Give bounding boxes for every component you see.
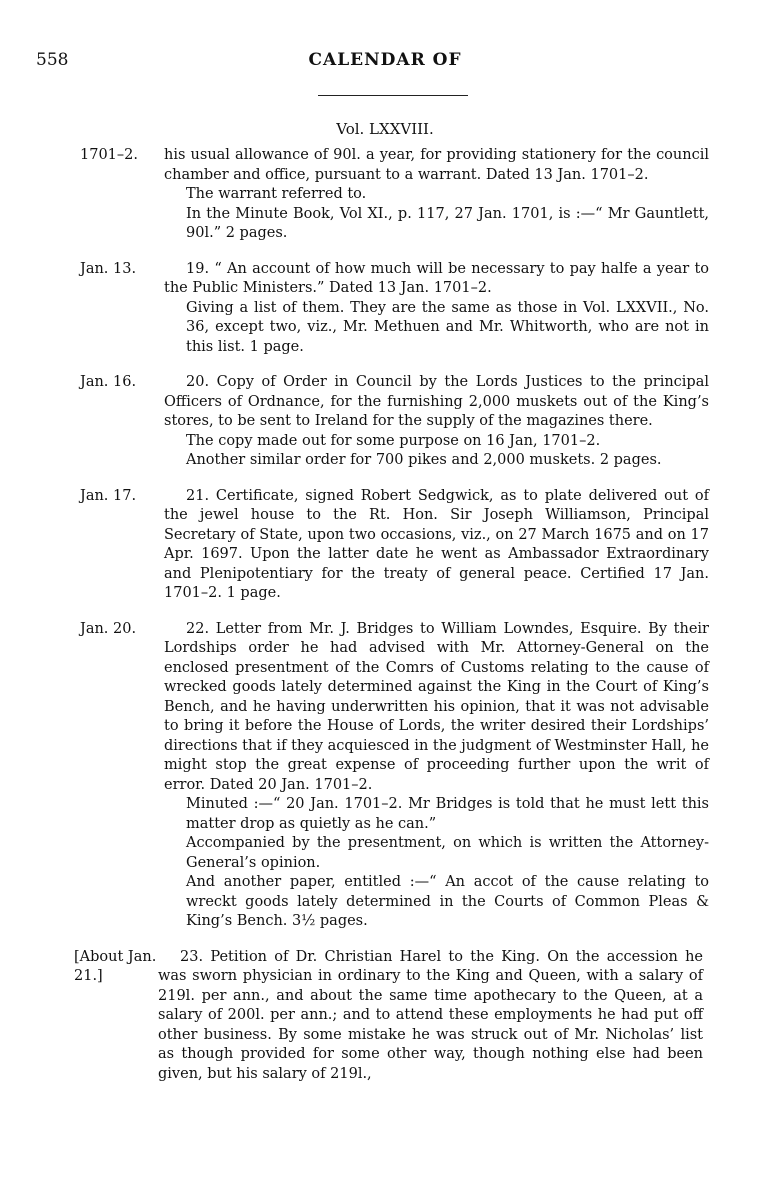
entry-paragraph: In the Minute Book, Vol XI., p. 117, 27 Jan. 1701, is :—“ Mr Gauntlett, 90l.” 2 pages. <box>186 205 709 241</box>
entry-date: Jan. 20. <box>80 620 137 637</box>
entry-text <box>164 620 709 932</box>
entry <box>0 948 770 1085</box>
entry-text <box>158 948 703 1085</box>
entry-text <box>164 373 709 471</box>
entry <box>0 373 770 471</box>
entry-date: Jan. 17. <box>80 487 137 504</box>
page-number: 558 <box>36 50 69 70</box>
entry <box>0 260 770 358</box>
entry-date: 1701–2. <box>80 147 138 163</box>
entry-date: [About Jan. 21.] <box>74 948 157 984</box>
entry-date: Jan. 13. <box>80 260 137 277</box>
entry-paragraph: 19. “ An account of how much will be necessary to pay halfe a year to the Public Ministers.” Dated 13 Jan. 1701–2. <box>164 260 709 296</box>
entry-paragraph: his usual allowance of 90l. a year, for providing stationery for the council chamber and office, pursuant to a warrant. Dated 13 Jan. 1701–2. <box>164 147 709 183</box>
entry-paragraph: 23. Petition of Dr. Christian Harel to the King. On the accession he was sworn physician in ordinary to the King and Queen, with a salary of 219l. per ann., and about the same time apothecary to the Queen, at a salary of 200l. per ann.; and to attend these employments he had put off other business. By some mistake he was struck out of Mr. Nicholas’ list as though provided for some other way, though nothing else had been given, but his salary of 219l., <box>158 948 703 1082</box>
entry-text <box>164 146 709 244</box>
entry-paragraph: Another similar order for 700 pikes and 2,000 muskets. 2 pages. <box>186 452 662 468</box>
entry-paragraph: 21. Certificate, signed Robert Sedgwick, as to plate delivered out of the jewel house to the Rt. Hon. Sir Joseph Williamson, Principal Secretary of State, upon two occasions, viz., on 27 March 1675 and on 17 Apr. 1697. Upon the latter date he went as Ambassador Extraordinary and Plenipotentiary for the treaty of general peace. Certified 17 Jan. 1701–2. 1 page. <box>164 487 709 601</box>
entry-paragraph: And another paper, entitled :—“ An accot of the cause relating to wreckt goods lately determined in the Courts of Common Pleas & King’s Bench. 3½ pages. <box>186 874 709 929</box>
entry-paragraph: Accompanied by the presentment, on which is written the Attorney-General’s opinion. <box>186 835 709 871</box>
entry-text <box>164 260 709 358</box>
volume-heading: Vol. LXXVIII. <box>336 120 434 138</box>
entry <box>0 620 770 932</box>
entry-date: Jan. 16. <box>80 374 137 390</box>
running-title: CALENDAR OF <box>308 50 462 70</box>
entry-paragraph: 22. Letter from Mr. J. Bridges to William Lowndes, Esquire. By their Lordships order he had advised with Mr. Attorney-General on the enclosed presentment of the Comrs of Customs relating to the cause of wrecked goods lately determined against the King in the Court of King’s Bench, and he having underwritten his opinion, that it was not advisable to bring it before the House of Lords, the writer desired their Lordships’ directions that if they acquiesced in the judgment of Westminster Hall, he might stop the great expense of proceeding further upon the writ of error. Dated 20 Jan. 1701–2. <box>164 620 709 793</box>
entry <box>0 487 770 604</box>
entry <box>0 146 770 244</box>
header-rule <box>318 95 468 96</box>
entry-paragraph: 20. Copy of Order in Council by the Lords Justices to the principal Officers of Ordnance, for the furnishing 2,000 muskets out of the King’s stores, to be sent to Ireland for the supply of the magazines there. <box>164 374 709 429</box>
document-body <box>0 136 770 1084</box>
entry-text <box>164 487 709 604</box>
entry-paragraph: Giving a list of them. They are the same as those in Vol. LXXVII., No. 36, except two, viz., Mr. Methuen and Mr. Whitworth, who are not in this list. 1 page. <box>186 299 709 355</box>
entry-paragraph: The copy made out for some purpose on 16 Jan, 1701–2. <box>186 432 601 449</box>
entry-paragraph: The warrant referred to. <box>186 186 367 202</box>
entry-paragraph: Minuted :—“ 20 Jan. 1701–2. Mr Bridges is told that he must lett this matter drop as quietly as he can.” <box>186 796 709 832</box>
